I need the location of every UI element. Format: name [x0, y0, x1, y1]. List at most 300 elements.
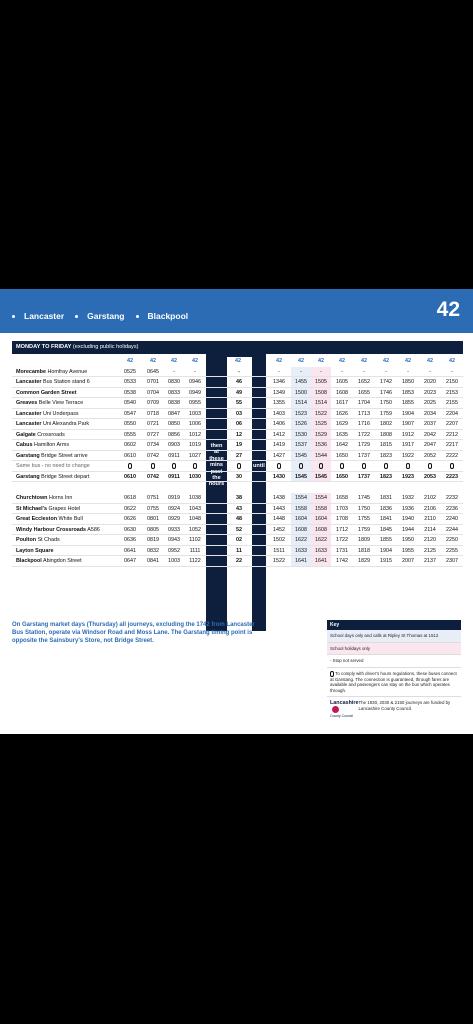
- departure-time: 1052: [189, 526, 201, 533]
- route-number: 42: [436, 298, 460, 321]
- departure-time: 2212: [446, 431, 458, 438]
- minutes-past-hour: 02: [236, 537, 242, 543]
- departure-time: 1658: [336, 495, 348, 501]
- departure-time: 1427: [273, 452, 285, 459]
- departure-time: 2137: [424, 558, 436, 564]
- timetable-row: [12, 451, 463, 462]
- logo-sub: County Council: [330, 714, 353, 718]
- departure-time: 1722: [358, 431, 370, 438]
- timetable-grid: [12, 356, 463, 567]
- departure-time: 2037: [424, 421, 436, 427]
- departure-time: 1731: [336, 547, 348, 554]
- departure-time: 1936: [402, 505, 414, 512]
- timetable-row: [12, 409, 463, 420]
- departure-time: 1438: [273, 495, 285, 501]
- stop-detail: A586: [87, 526, 100, 533]
- departure-time: 0547: [124, 410, 136, 417]
- departure-time: 0618: [124, 495, 136, 501]
- departure-time: 1652: [358, 379, 370, 385]
- chain-link-icon: [164, 461, 184, 472]
- departure-time: 1729: [358, 442, 370, 448]
- timetable-row: [12, 546, 463, 557]
- departure-time: 1746: [380, 389, 392, 396]
- departure-time: 1904: [380, 547, 392, 554]
- departure-time: 0847: [168, 410, 180, 417]
- frequency-text: then: [210, 443, 223, 449]
- stop-name: [16, 535, 60, 546]
- service-number: 42: [339, 358, 345, 364]
- departure-time: 2023: [424, 389, 436, 396]
- key-chain-note: [327, 668, 461, 698]
- minutes-past-hour: 49: [236, 389, 242, 396]
- frequency-text: the: [212, 475, 221, 482]
- minutes-past-hour: 27: [236, 452, 242, 459]
- timetable-row: [12, 493, 463, 504]
- logo-name: Lancashire: [330, 700, 359, 706]
- departure-time: 1716: [358, 421, 370, 427]
- departure-time: 0550: [124, 421, 136, 427]
- departure-time: 1850: [402, 379, 414, 385]
- departure-time: 0727: [147, 431, 159, 438]
- stop-place: Cabus: [16, 442, 33, 448]
- key-not-served: - Stop not served: [327, 655, 461, 668]
- departure-time: 0755: [147, 505, 159, 512]
- key-funding: [327, 697, 461, 722]
- departure-time: 1802: [380, 421, 392, 427]
- stop-name: [16, 504, 80, 515]
- departure-time: 1655: [358, 389, 370, 396]
- departure-time: 1823: [380, 452, 392, 459]
- departure-time: 1558: [295, 505, 307, 512]
- stop-name: [16, 377, 90, 388]
- stop-detail: Hamilton Arms: [33, 442, 70, 448]
- departure-time: 1629: [336, 421, 348, 427]
- stop-detail: Horns Inn: [48, 495, 73, 501]
- departure-time: 0540: [124, 400, 136, 406]
- stop-name: [16, 440, 69, 451]
- departure-time: -: [278, 368, 280, 375]
- departure-time: 1554: [295, 495, 307, 501]
- departure-time: 1537: [295, 442, 307, 448]
- stop-detail: Homfray Avenue: [47, 368, 88, 375]
- stop-place: Common Garden Street: [16, 389, 77, 396]
- service-number: 42: [235, 358, 241, 364]
- departure-time: 1940: [402, 516, 414, 522]
- timetable-row: [12, 472, 463, 483]
- frequency-text: at: [214, 449, 219, 456]
- minutes-past-hour: 52: [236, 526, 242, 533]
- timetable-row: [12, 398, 463, 409]
- departure-time: 2207: [446, 421, 458, 427]
- departure-time: 1750: [358, 505, 370, 512]
- departure-time: 0903: [168, 442, 180, 448]
- departure-time: 2222: [446, 452, 458, 459]
- departure-time: 1452: [273, 526, 285, 533]
- departure-time: 1522: [273, 558, 285, 564]
- service-number: 42: [427, 358, 433, 364]
- departure-time: 0701: [147, 379, 159, 385]
- stop-name: [16, 409, 79, 420]
- departure-time: 1111: [189, 547, 201, 554]
- until-text: until: [253, 463, 265, 469]
- stop-name: [16, 556, 82, 567]
- departure-time: 0946: [189, 379, 201, 385]
- departure-time: 1845: [380, 526, 392, 533]
- departure-time: 1742: [336, 558, 348, 564]
- departure-time: 0742: [147, 473, 159, 480]
- timetable-row: [12, 556, 463, 567]
- departure-time: 1737: [358, 473, 370, 480]
- minutes-past-hour: 46: [236, 379, 242, 385]
- departure-time: 1605: [336, 379, 348, 385]
- departure-time: 0833: [168, 389, 180, 396]
- departure-time: 2236: [446, 505, 458, 512]
- day-note: (excluding public holidays): [72, 344, 139, 350]
- chain-link-icon: [311, 461, 331, 472]
- stop-detail: Bridge Street arrive: [41, 452, 88, 459]
- departure-time: 1904: [402, 410, 414, 417]
- departure-time: 0704: [147, 389, 159, 396]
- departure-time: 1708: [336, 516, 348, 522]
- departure-time: 0911: [168, 473, 180, 480]
- service-number: 42: [361, 358, 367, 364]
- departure-time: 1622: [295, 537, 307, 543]
- departure-time: 2155: [446, 400, 458, 406]
- departure-time: 1923: [402, 473, 414, 480]
- departure-time: 0832: [147, 547, 159, 554]
- departure-time: 1704: [358, 400, 370, 406]
- departure-time: 1019: [189, 442, 201, 448]
- departure-time: 1608: [295, 526, 307, 533]
- service-number: 42: [318, 358, 324, 364]
- departure-time: 0919: [168, 495, 180, 501]
- timetable-row: [12, 430, 463, 441]
- departure-time: 0929: [168, 516, 180, 522]
- departure-time: 2025: [424, 400, 436, 406]
- departure-time: 2255: [446, 547, 458, 554]
- timetable-row: [12, 377, 463, 388]
- departure-time: 1048: [189, 516, 201, 522]
- service-number: 42: [383, 358, 389, 364]
- departure-time: -: [320, 368, 322, 375]
- stop-name: [16, 546, 53, 557]
- departure-time: 0933: [168, 526, 180, 533]
- stop-name: [16, 398, 83, 409]
- departure-time: 1346: [273, 379, 285, 385]
- departure-time: 0525: [124, 368, 136, 375]
- departure-time: 1122: [189, 558, 201, 564]
- stop-detail: Bridge Street depart: [41, 473, 90, 480]
- departure-time: 0636: [124, 537, 136, 543]
- minutes-past-hour: 48: [236, 516, 242, 522]
- departure-time: 1922: [402, 452, 414, 459]
- departure-time: -: [385, 368, 387, 375]
- departure-time: 2042: [424, 431, 436, 438]
- departure-time: 1608: [315, 526, 327, 533]
- stop-detail: Same bus - no need to change: [16, 463, 90, 469]
- stop-detail: Bus Station stand 6: [42, 379, 90, 385]
- timetable-row: [12, 535, 463, 546]
- departure-time: 1815: [380, 442, 392, 448]
- departure-time: 1713: [358, 410, 370, 417]
- chain-link-icon: [291, 461, 311, 472]
- departure-time: 1403: [273, 410, 285, 417]
- departure-time: 2007: [402, 558, 414, 564]
- departure-time: 1950: [402, 537, 414, 543]
- service-number: 42: [405, 358, 411, 364]
- departure-time: 0805: [147, 526, 159, 533]
- departure-time: 1955: [402, 547, 414, 554]
- departure-time: 2020: [424, 379, 436, 385]
- departure-time: 1944: [402, 526, 414, 533]
- stop-name: [16, 451, 88, 462]
- departure-time: 1829: [358, 558, 370, 564]
- departure-time: 0602: [124, 442, 136, 448]
- departure-time: 0718: [147, 410, 159, 417]
- departure-time: 1502: [273, 537, 285, 543]
- frequency-text: these: [209, 455, 224, 462]
- departure-time: 1558: [315, 505, 327, 512]
- departure-time: -: [363, 368, 365, 375]
- service-number: 42: [449, 358, 455, 364]
- route-stop: [136, 311, 189, 321]
- key-school-days: School days only and calls at Ripley St Thomas at 1512: [327, 630, 461, 643]
- departure-time: 2047: [424, 442, 436, 448]
- stop-name: [16, 388, 77, 399]
- stop-place: Lancaster: [16, 410, 42, 417]
- route-stops: [12, 311, 199, 321]
- departure-time: 0952: [168, 547, 180, 554]
- lancashire-logo: [330, 700, 358, 719]
- stop-detail: Uni Alexandra Park: [42, 421, 90, 427]
- departure-time: 1642: [336, 442, 348, 448]
- minutes-past-hour: 12: [236, 431, 242, 438]
- timetable-row: [12, 514, 463, 525]
- departure-time: 0721: [147, 421, 159, 427]
- stop-place: Morecambe: [16, 368, 46, 375]
- departure-time: 1526: [295, 421, 307, 427]
- funded-note: The 1930, 2030 & 2150 journeys are funded by Lancashire County Council.: [358, 700, 451, 711]
- stop-place: Great Eccleston: [16, 516, 58, 522]
- departure-time: 2240: [446, 516, 458, 522]
- chain-link-icon: [376, 461, 396, 472]
- departure-time: -: [451, 368, 453, 375]
- departure-time: 2150: [446, 379, 458, 385]
- departure-time: 1349: [273, 389, 285, 396]
- departure-time: 1755: [358, 516, 370, 522]
- departure-time: 0610: [124, 452, 136, 459]
- stop-detail: Grapes Hotel: [48, 505, 81, 512]
- chain-link-icon: [332, 461, 352, 472]
- key-title: Key: [327, 620, 461, 630]
- departure-time: 1915: [380, 558, 392, 564]
- departure-time: 1545: [315, 473, 327, 480]
- departure-time: 1841: [380, 516, 392, 522]
- chain-link-icon: [354, 461, 374, 472]
- stop-name: [16, 430, 65, 441]
- departure-time: 2052: [424, 452, 436, 459]
- service-number: 42: [171, 358, 177, 364]
- service-number: 42: [127, 358, 133, 364]
- departure-time: 0841: [147, 558, 159, 564]
- stop-detail: White Bull: [58, 516, 83, 522]
- departure-time: 0819: [147, 537, 159, 543]
- departure-time: 1737: [358, 452, 370, 459]
- departure-time: 1759: [380, 410, 392, 417]
- departure-time: -: [173, 368, 175, 375]
- service-number: 42: [150, 358, 156, 364]
- departure-time: 0742: [147, 452, 159, 459]
- departure-time: 1742: [380, 379, 392, 385]
- departure-time: 1511: [273, 547, 285, 554]
- departure-time: 0751: [147, 495, 159, 501]
- stop-detail: Uni Underpass: [42, 410, 79, 417]
- departure-time: 2204: [446, 410, 458, 417]
- departure-time: 2125: [424, 547, 436, 554]
- departure-time: 1722: [336, 537, 348, 543]
- departure-time: 1818: [358, 547, 370, 554]
- departure-time: 1641: [315, 558, 327, 564]
- departure-time: 0709: [147, 400, 159, 406]
- stop-place: Greaves: [16, 400, 38, 406]
- departure-time: 1608: [336, 389, 348, 396]
- departure-time: 0801: [147, 516, 159, 522]
- chain-link-icon: [420, 461, 440, 472]
- departure-time: 1529: [315, 431, 327, 438]
- departure-time: 1823: [380, 473, 392, 480]
- departure-time: 0943: [168, 537, 180, 543]
- stop-place: Windy Harbour Crossroads: [16, 526, 87, 533]
- departure-time: 2102: [424, 495, 436, 501]
- departure-time: 1855: [402, 400, 414, 406]
- stop-place: Lancaster: [16, 421, 42, 427]
- minutes-past-hour: 11: [236, 547, 242, 554]
- departure-time: 1412: [273, 431, 285, 438]
- departure-time: 2250: [446, 537, 458, 543]
- stop-name: [16, 472, 89, 483]
- service-header-row: [12, 356, 463, 367]
- chain-link-icon: [228, 461, 250, 472]
- departure-time: 2153: [446, 389, 458, 396]
- departure-time: 1430: [273, 473, 285, 480]
- departure-time: 0830: [168, 379, 180, 385]
- departure-time: 1604: [315, 516, 327, 522]
- timetable-row: [12, 419, 463, 430]
- service-number: 42: [192, 358, 198, 364]
- departure-time: 1809: [358, 537, 370, 543]
- route-stop: [75, 311, 124, 321]
- minutes-past-hour: 06: [236, 421, 242, 427]
- route-stop-label: Lancaster: [24, 311, 65, 321]
- stop-place: Blackpool: [16, 558, 42, 564]
- minutes-past-hour: 55: [236, 400, 242, 406]
- chain-link-icon: [120, 461, 140, 472]
- departure-time: 1530: [295, 431, 307, 438]
- chain-link-icon: [442, 461, 462, 472]
- row-gap: [12, 482, 463, 493]
- departure-time: 2232: [446, 495, 458, 501]
- departure-time: 0949: [189, 389, 201, 396]
- departure-time: 1006: [189, 421, 201, 427]
- chain-link-icon: [269, 461, 289, 472]
- departure-time: 1712: [336, 526, 348, 533]
- departure-time: 1027: [189, 452, 201, 459]
- departure-time: 2106: [424, 505, 436, 512]
- departure-time: 2307: [446, 558, 458, 564]
- departure-time: 1406: [273, 421, 285, 427]
- stop-place: Churchtown: [16, 495, 48, 501]
- service-number: 42: [298, 358, 304, 364]
- stop-detail: St Chads: [37, 537, 60, 543]
- departure-time: 0538: [124, 389, 136, 396]
- timetable-row: [12, 367, 463, 378]
- frequency-text: mins: [209, 462, 224, 469]
- departure-time: 0734: [147, 442, 159, 448]
- departure-time: 1633: [295, 547, 307, 554]
- departure-time: 0622: [124, 505, 136, 512]
- departure-time: 2244: [446, 526, 458, 533]
- departure-time: -: [407, 368, 409, 375]
- frequency-text: past: [210, 468, 223, 475]
- departure-time: 1545: [295, 473, 307, 480]
- departure-time: 1554: [315, 495, 327, 501]
- departure-time: 2120: [424, 537, 436, 543]
- departure-time: 1544: [315, 452, 327, 459]
- stop-name: [16, 514, 83, 525]
- departure-time: 1012: [189, 431, 201, 438]
- departure-time: 1545: [295, 452, 307, 459]
- stop-place: Galgate: [16, 431, 36, 438]
- stop-name: [16, 461, 90, 472]
- timetable-row: [12, 440, 463, 451]
- route-header: [0, 289, 473, 333]
- departure-time: 0856: [168, 431, 180, 438]
- minutes-past-hour: 43: [236, 505, 242, 512]
- departure-time: 1505: [315, 379, 327, 385]
- departure-time: 1030: [189, 473, 201, 480]
- departure-time: 1912: [402, 431, 414, 438]
- departure-time: 1703: [336, 505, 348, 512]
- departure-time: 1831: [380, 495, 392, 501]
- stop-place: Garstang: [16, 473, 40, 480]
- departure-time: 1500: [295, 389, 307, 396]
- bullet-icon: [75, 315, 78, 318]
- route-stop: [12, 311, 64, 321]
- chain-link-icon: [398, 461, 418, 472]
- departure-time: 1917: [402, 442, 414, 448]
- departure-time: 0533: [124, 379, 136, 385]
- minutes-past-hour: 22: [236, 558, 242, 564]
- stop-name: [16, 367, 87, 378]
- departure-time: 1617: [336, 400, 348, 406]
- bullet-icon: [12, 315, 15, 318]
- timetable-row: [12, 504, 463, 515]
- stop-detail: Belle View Terrace: [38, 400, 84, 406]
- departure-time: 1641: [295, 558, 307, 564]
- departure-time: 2217: [446, 442, 458, 448]
- departure-time: 0610: [124, 473, 136, 480]
- stop-place: Poulton: [16, 537, 37, 543]
- departure-time: 1633: [315, 547, 327, 554]
- timetable-row: [12, 388, 463, 399]
- departure-time: 1650: [336, 452, 348, 459]
- departure-time: -: [429, 368, 431, 375]
- departure-time: 1808: [380, 431, 392, 438]
- departure-time: 0641: [124, 547, 136, 554]
- stop-detail: Crossroads: [37, 431, 65, 438]
- minutes-past-hour: 38: [236, 495, 242, 501]
- departure-time: 0630: [124, 526, 136, 533]
